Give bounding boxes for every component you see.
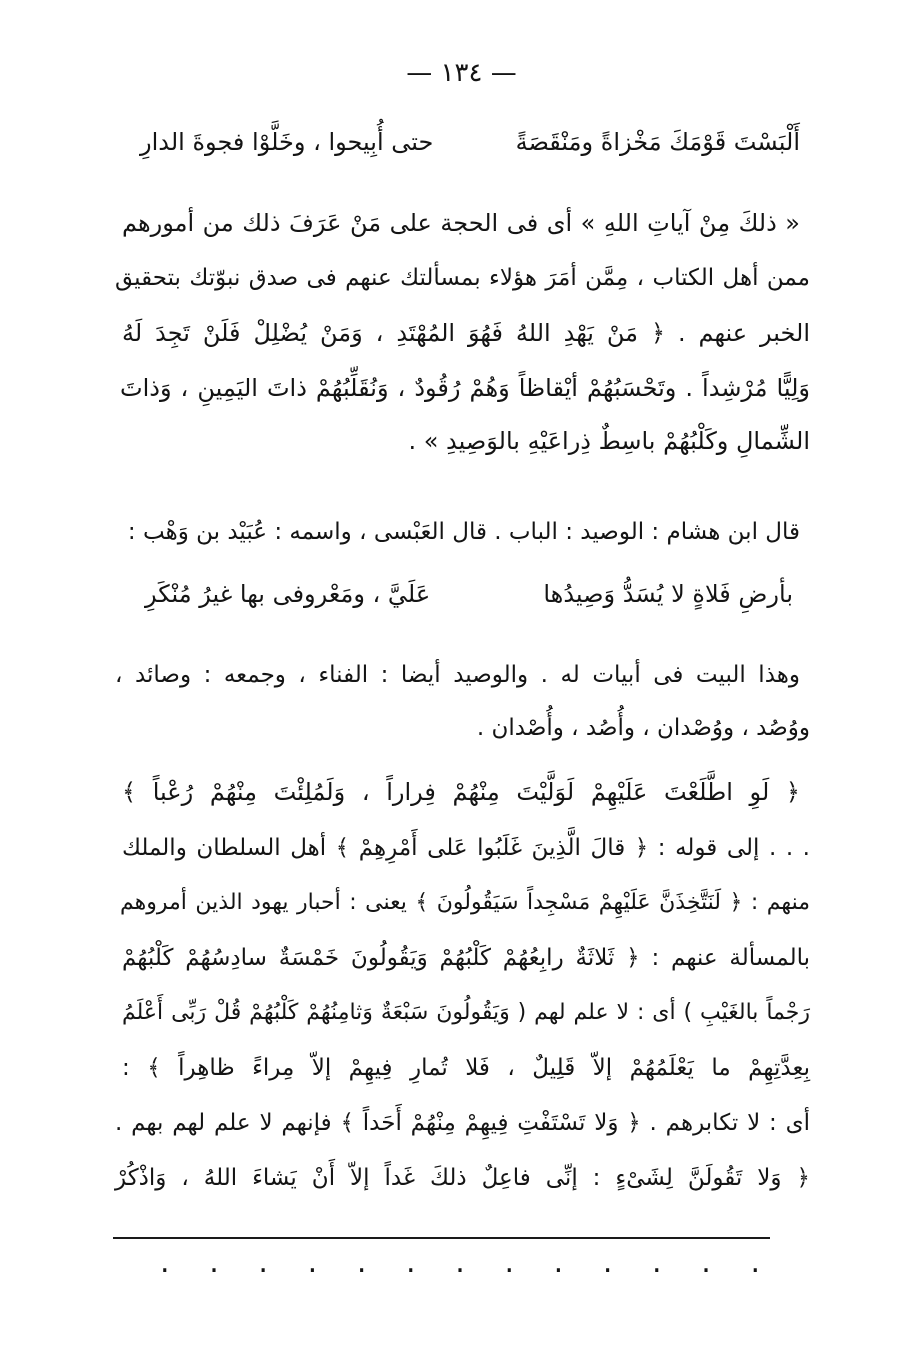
para4-line-1: ﴿ لَوِ اطَّلَعْتَ عَلَيْهِمْ لَوَلَّيْتَ مِنْهُمْ فِراراً ، وَلَمُلِئْتَ مِنْهُمْ رُعْباً ﴾ (122, 778, 800, 806)
footer-dot: . (258, 1245, 268, 1280)
verse-second (145, 580, 793, 624)
para1-line-3: الخبر عنهم . ﴿ مَنْ يَهْدِ اللهُ فَهُوَ المُهْتَدِ ، وَمَنْ يُضْلِلْ فَلَنْ تَجِدَ لَهُ (122, 319, 810, 347)
footer-dots (160, 1245, 760, 1280)
para4-line-5: رَجْماً بالغَيْبِ ) أى : لا علم لهم ( وَيَقُولُونَ سَبْعَةٌ وَثامِنُهُمْ كَلْبُهُمْ قُلْ رَبِّى أَعْلَمُ (122, 1000, 810, 1025)
ibn-hisham-note: قال ابن هشام : الوصيد : الباب . قال العَبْسى ، واسمه : عُبَيْد بن وَهْب : (127, 519, 800, 545)
para4-line-7: أى : لا تكابرهم . ﴿ وَلا تَسْتَفْتِ فِيهِمْ مِنْهُمْ أَحَداً ﴾ فإنهم لا علم لهم بهم . (115, 1110, 810, 1136)
footer-dot: . (602, 1245, 613, 1280)
footer-dot: . (455, 1245, 465, 1280)
verse-second-first-hemistich: بأرضِ فَلاةٍ لا يُسَدُّ وَصِيدُها (543, 580, 793, 608)
para1-line-2: ممن أهل الكتاب ، مِمَّن أمَرَ هؤلاء بمسألتك عنهم فى صدق نبوّتك بتحقيق (115, 265, 810, 291)
page-number: — ١٣٤ — (406, 58, 517, 88)
para1-line-4: وَلِيًّا مُرْشِداً . وتَحْسَبُهُمْ أيْقاظاً وَهُمْ رُقُودٌ ، وَنُقَلِّبُهُمْ ذاتَ اليَمِينِ ، وَذاتَ (120, 374, 810, 402)
para4-line-4: بالمسألة عنهم : ﴿ ثَلاثَةٌ رابِعُهُمْ كَلْبُهُمْ وَيَقُولُونَ خَمْسَةٌ سادِسُهُمْ كَلْبُهُمْ (122, 945, 810, 971)
footer-dot: . (750, 1245, 760, 1280)
para4-line-2: . . . إلى قوله : ﴿ قالَ الَّذِينَ غَلَبُوا عَلى أَمْرِهِمْ ﴾ أهل السلطان والملك (122, 835, 810, 861)
footer-dot: . (553, 1245, 564, 1280)
footer-dot: . (356, 1245, 367, 1280)
para4-line-6: بِعِدَّتِهِمْ ما يَعْلَمُهُمْ إلاّ قَلِيلٌ ، فَلا تُمارِ فِيهِمْ إلاّ مِراءً ظاهِراً ﴾ : (122, 1055, 810, 1081)
verse-top-second-hemistich: حتى أُبِيحوا ، وخَلَّوْا فجوةَ الدارِ (140, 128, 434, 156)
footnote-rule (113, 1237, 770, 1239)
para1-line-1: « ذلكَ مِنْ آياتِ اللهِ » أى فى الحجة على مَنْ عَرَفَ ذلك من أمورهم (122, 209, 800, 237)
para1-line-5: الشِّمالِ وكَلْبُهُمْ باسِطٌ ذِراعَيْهِ بالوَصِيدِ » . (408, 427, 810, 455)
para3-line-2: ووُصُد ، ووُصْدان ، وأُصُد ، وأُصْدان . (476, 715, 810, 741)
footer-dot: . (209, 1245, 219, 1280)
footer-dot: . (307, 1245, 318, 1280)
verse-top (140, 128, 800, 172)
verse-top-first-hemistich: أَلْبَسْتَ قَوْمَكَ مَخْزاةً ومَنْقَصَةً (515, 128, 800, 156)
footer-dot: . (701, 1245, 711, 1280)
verse-second-second-hemistich: عَلَيَّ ، ومَعْروفى بها غيرُ مُنْكَرِ (145, 580, 431, 608)
footer-dot: . (504, 1245, 514, 1280)
footer-dot: . (406, 1245, 416, 1280)
para4-line-3: منهم : ﴿ لَنَتَّخِذَنَّ عَلَيْهِمْ مَسْجِداً سَيَقُولُونَ ﴾ يعنى : أحبار يهود الذين أمروهم (120, 890, 810, 915)
footer-dot: . (652, 1245, 662, 1280)
para3-line-1: وهذا البيت فى أبيات له . والوصيد أيضا : الفناء ، وجمعه : وصائد ، (115, 662, 800, 688)
footer-dot: . (160, 1245, 170, 1280)
para4-line-8: ﴿ وَلا تَقُولَنَّ لِشَىْءٍ : إنِّى فاعِلٌ ذلكَ غَداً إلاّ أَنْ يَشاءَ اللهُ ، وَاذْكُرْ (115, 1165, 810, 1191)
